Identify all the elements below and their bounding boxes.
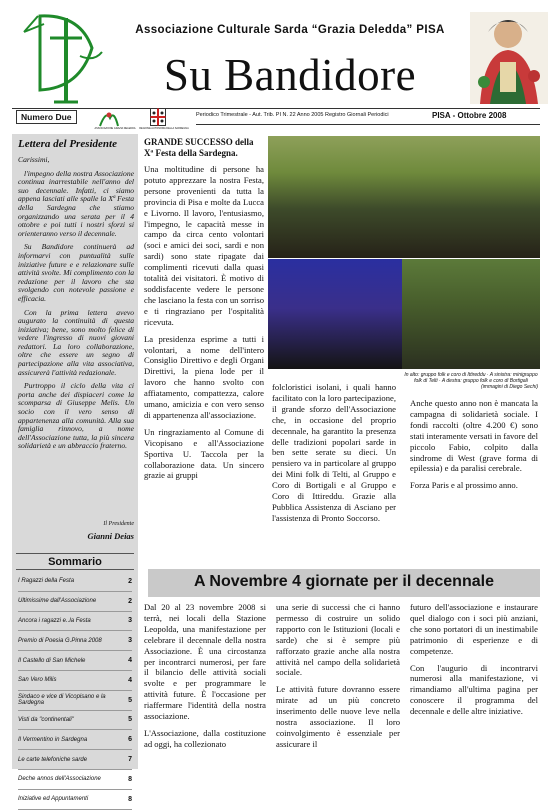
toc-entry-page: 3 [128, 617, 132, 625]
toc-entry-title: Le carte telefoniche sarde [18, 756, 88, 763]
toc-entry-page: 5 [128, 716, 132, 724]
photo-caption-text: In alto: gruppo folk e coro di Ittireddu · A sinistra: minigruppo folk di Telti · A destra: gruppo folk e coro di Bortigali [404, 372, 538, 384]
article1-paragraph: folcloristici isolani, i quali hanno facilitato con la loro partecipazione, il grande sforzo dell'Associazione che, in occasione del proprio decennale, ha garantito la presenza delle tradizioni popolari sarde in ben sette serate su dieci. Un pensiero va in particolare al gruppo dei Mini folk di Telti, al Gruppo e Coro di Bortigali e al Gruppo e Coro di Ittireddu. Grazie alla Pubblica Assistenza di Asciano per l'assistenza di Pronto Soccorso. [272, 382, 396, 523]
article1-paragraph: Una moltitudine di persone ha potuto apprezzare la nostra Festa, persone provenienti da tutta la provincia di Pisa e molte da Lucca e Livorno. Il lavoro, l'entusiasmo, l'impegno, le capacità messe in campo da circa cento volontari (soci e amici dei soci, sardi e non sardi) sono state ripagate dai complimenti ricevuti dalla quasi totalità dei visitatori. È motivo di soddisfacente vedere le persone che lasciano la festa con un sorriso e ti ringraziano per l'ospitalità ricevuta. [144, 164, 264, 327]
article2-column-1 [144, 602, 266, 756]
letter-paragraph: Purtroppo il ciclo della vita ci porta anche dei dispiaceri come la scomparsa di Giuseppe Melis. Un socio con il vero senso di appartenenza alla comunità. Alla sua famiglia rinnovo, a nome dell'Associazione tutta, la più sincera solidarietà e un abbraccio fraterno. [18, 381, 134, 451]
signature-role: Il Presidente [103, 521, 134, 527]
photo-caption [404, 372, 538, 390]
photo-group-telti [268, 259, 402, 369]
letter-paragraph: l'impegno della nostra Associazione continua inarrestabile nell'anno del suo decennale. Infatti, ci siamo appena lasciati alle spalle la Xª Festa della Sardegna che stiamo organizzando una serata per il 4 ottobre e poi tutti i nostri sforzi si orienteranno verso il decennale. [18, 168, 134, 238]
toc-entry-page: 4 [128, 657, 132, 665]
association-name: Associazione Culturale Sarda “Grazia Deledda” PISA [135, 24, 445, 36]
article1-headline: GRANDE SUCCESSO della Xª Festa della Sardegna. [144, 137, 254, 158]
toc-entry [18, 750, 132, 770]
toc-entry-title: Sindaco e vice di Vicopisano e la Sardegna [18, 694, 106, 707]
sponsor-logo-text: ASSOCIAZIONE GRAZIA DELEDDA [94, 127, 136, 130]
toc-entry-page: 5 [128, 696, 132, 704]
toc-entry [18, 711, 132, 731]
toc-entry-title: San Vero Milis [18, 677, 57, 684]
masthead-illustration [470, 12, 548, 104]
article2-paragraph: una serie di successi che ci hanno permesso di costruire un solido rapporto con le Istituzioni (locali e sarde) che si è sempre più rafforzato grazie anche alla nostra attività nel campo della solidarietà sociale. [276, 602, 400, 678]
toc-entry-title: Il Vermentino in Sardegna [18, 736, 88, 743]
letter-paragraph: Carissimi, [18, 155, 50, 164]
letter-paragraph: Con la prima lettera avevo augurato la continuità di questa iniziativa; bene, sono molto felice di vedere l'ingresso di nuovi giovani redattori. La loro collaborazione, oltre che essere un segno di partecipazione alla vita associativa, assicurerà l'attività redazionale. [18, 307, 134, 377]
article2-paragraph: Le attività future dovranno essere mirate ad un più concreto inserimento delle nuove leve nella nostra associazione. Il loro coinvolgimento è essenziale per assicurare il [276, 684, 400, 749]
toc-entry-page: 8 [128, 775, 132, 783]
toc-entry-page: 2 [128, 597, 132, 605]
letter-paragraph: Su Bandidore continuerà ad informarvi con puntualità sulle iniziative future e e relazionare sulle attività svolte. Mi complimento con la redazione per il lavoro che sta svolgendo con notevole passione e efficacia. [18, 242, 134, 303]
article1-column-2 [272, 382, 396, 530]
article1-paragraph: Un ringraziamento al Comune di Vicopisano e all'Associazione Sportiva U. Taccola per la collaborazione data. Un sincero grazie ai gruppi [144, 426, 264, 481]
toc-entry-page: 2 [128, 577, 132, 585]
article2-paragraph: futuro dell'associazione e instaurare quel dialogo con i soci più anziani, che sono portatori di un inestimabile patrimonio di esperienze e di competenze. [410, 602, 538, 656]
toc-entry [18, 631, 132, 651]
toc-entry-title: Iniziative ed Appuntamenti [18, 796, 89, 803]
toc-entry [18, 730, 132, 750]
toc-entry-title: Deche annos dell'Associazione [18, 776, 101, 783]
toc-entry-page: 6 [128, 736, 132, 744]
registration-info: Periodico Trimestrale - Aut. Trib. PI N. 22 Anno 2005 Registro Giornali Periodici [196, 112, 389, 118]
photo-group-ittireddu [268, 136, 540, 258]
toc-entry-title: Premio di Poesia G.Pinna 2008 [18, 637, 102, 644]
article2-paragraph: Dal 20 al 23 novembre 2008 si terrà, nei locali della Stazione Leopolda, una manifestazione per celebrare il decennale della nostra Associazione. È una circostanza per incontrarci numerosi, per fare il bilancio delle attività sociali svolte e per programmare le attività future. È l'occasione per riaffermare l'identità della nostra associazione. [144, 602, 266, 722]
toc-entry [18, 651, 132, 671]
toc-entry [18, 612, 132, 632]
article1-column-3 [410, 398, 538, 497]
sommario-rule-top [16, 553, 134, 554]
article2-column-3 [410, 602, 538, 723]
toc-entry-page: 8 [128, 795, 132, 803]
toc-entry [18, 671, 132, 691]
toc-entry-title: Il Castello di San Michele [18, 657, 86, 664]
toc-entry [18, 572, 132, 592]
toc-entry-title: Ultimissime dall'Associazione [18, 598, 97, 605]
photo-group-bortigali [402, 259, 540, 369]
signature-name: Gianni Deias [87, 531, 134, 541]
toc-entry [18, 790, 132, 810]
region-name: REGIONE AUTONOMA DELLA SARDEGNA [139, 127, 189, 130]
article2-paragraph: Con l'augurio di incontrarvi numerosi alla manifestazione, vi rimandiamo all'ultima pagina per conoscere il programma del decennale e delle altre iniziative. [410, 662, 538, 717]
toc-entry-title: Ancora i ragazzi e..la Festa [18, 617, 91, 624]
toc-entry-title: I Ragazzi della Festa [18, 578, 75, 585]
toc-entry-page: 3 [128, 637, 132, 645]
photo-credit: (immagini di Diego Sechi) [481, 384, 538, 390]
association-logo [10, 8, 110, 110]
table-of-contents [18, 572, 132, 810]
toc-entry [18, 592, 132, 612]
article1-paragraph: Forza Paris e al prossimo anno. [410, 480, 518, 491]
region-crest-icon [150, 108, 166, 126]
issue-number: Numero Due [16, 110, 77, 124]
article2-column-2 [276, 602, 400, 756]
masthead-rule [12, 108, 540, 109]
article1-paragraph: La presidenza esprime a tutti i volontari, a nome dell'intero Consiglio Direttivo e degli Organi Direttivi, la piena lode per il lavoro che hanno svolto con affiatamento, compattezza, calore umano, amicizia e con vero senso di appartenenza all'associazione. [144, 333, 264, 420]
toc-entry-page: 4 [128, 676, 132, 684]
article2-paragraph: L'Associazione, dalla costituzione ad oggi, ha collezionato [144, 727, 266, 749]
header-rule [196, 124, 540, 125]
letter-body [18, 156, 134, 456]
toc-entry-page: 7 [128, 756, 132, 764]
article1-column-1 [144, 137, 264, 487]
letter-title: Lettera del Presidente [18, 138, 117, 150]
toc-entry [18, 691, 132, 711]
toc-entry-title: Visti da "continentali" [18, 716, 74, 723]
article2-headline: A Novembre 4 giornate per il decennale [194, 573, 494, 590]
issue-date: PISA - Ottobre 2008 [432, 111, 507, 120]
toc-entry [18, 770, 132, 790]
sommario-rule-bottom [16, 569, 134, 570]
sommario-heading: Sommario [48, 556, 102, 568]
newspaper-title: Su Bandidore [163, 50, 417, 100]
article1-paragraph: Anche questo anno non è mancata la campagna di solidarietà sociale. I fondi raccolti (oltre 4.200 €) sono stati interamente versati in favore del piccolo Fabio, colpito dalla sindrome di West (grave forma di epilessia) e da paralisi cerebrale. [410, 398, 538, 474]
sponsor-logo [98, 108, 120, 128]
